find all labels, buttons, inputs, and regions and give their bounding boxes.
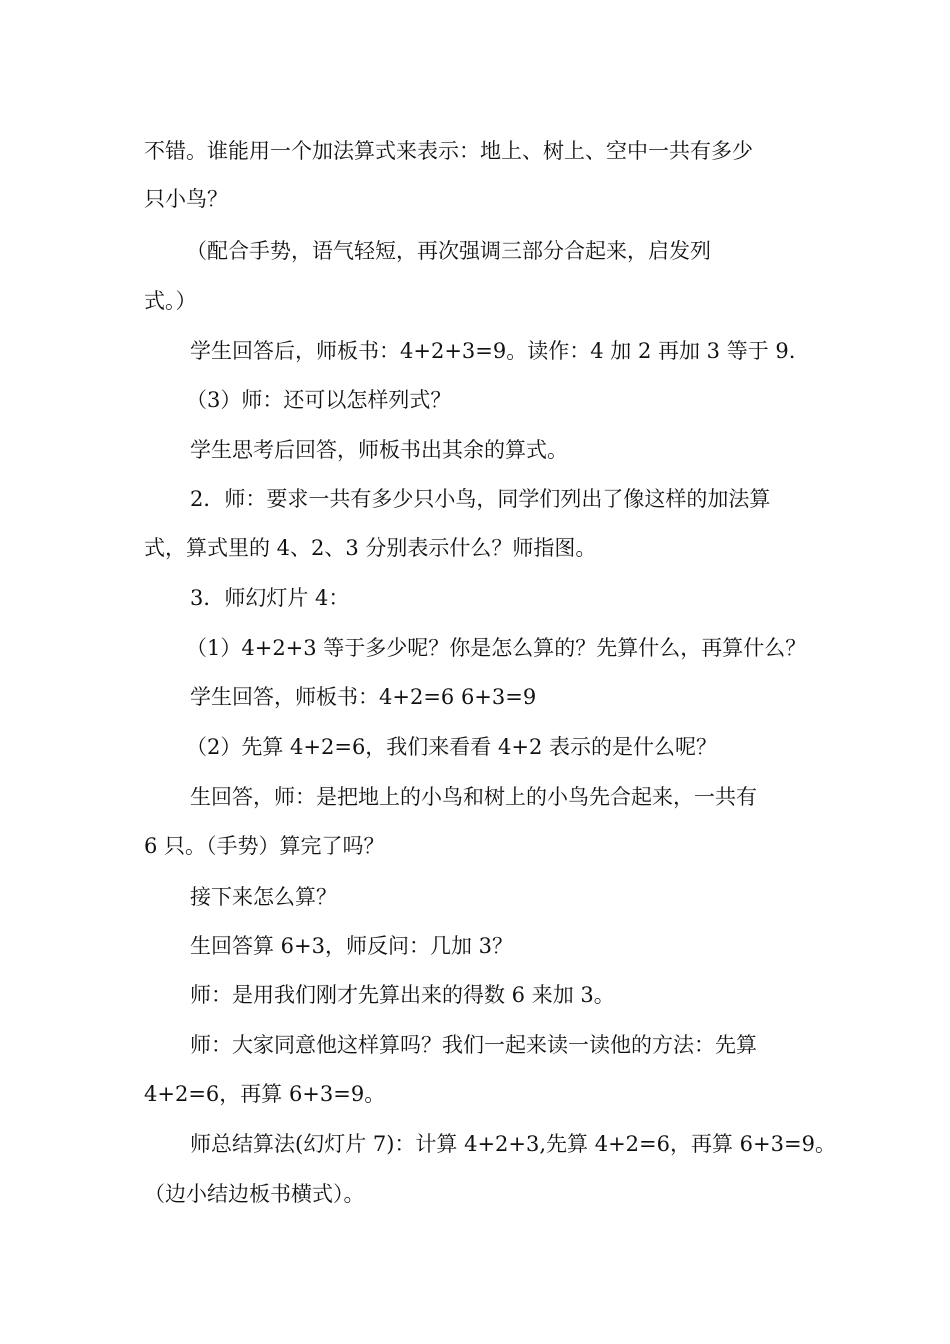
text-line: 式，算式里的 4、2、3 分别表示什么？师指图。 [144, 536, 597, 560]
text-line: 2．师：要求一共有多少只小鸟，同学们列出了像这样的加法算 [190, 487, 771, 511]
text-line: 6 只。（手势）算完了吗？ [144, 834, 385, 858]
text-line: 师总结算法(幻灯片 7)：计算 4+2+3,先算 4+2=6，再算 6+3=9。 [190, 1132, 836, 1156]
text-line: （配合手势，语气轻短，再次强调三部分合起来，启发列 [186, 239, 711, 263]
text-line: （2）先算 4+2=6，我们来看看 4+2 表示的是什么呢？ [186, 735, 717, 759]
text-line: 接下来怎么算？ [190, 885, 337, 909]
text-line: 学生回答，师板书：4+2=6 6+3=9 [190, 685, 537, 709]
text-line: 生回答，师：是把地上的小鸟和树上的小鸟先合起来，一共有 [190, 785, 757, 809]
text-line: （1）4+2+3 等于多少呢？你是怎么算的？先算什么，再算什么？ [186, 636, 807, 660]
text-line: 学生思考后回答，师板书出其余的算式。 [190, 438, 568, 462]
text-line: 式。） [144, 289, 197, 313]
text-line: （边小结边板书横式）。 [144, 1182, 365, 1206]
text-line: 学生回答后，师板书：4+2+3=9。读作：4 加 2 再加 3 等于 9. [190, 339, 796, 363]
text-line: 师：是用我们刚才先算出来的得数 6 来加 3。 [190, 983, 615, 1007]
text-line: （3）师：还可以怎样列式？ [186, 388, 452, 412]
text-line: 3．师幻灯片 4： [190, 586, 350, 610]
text-line: 师：大家同意他这样算吗？我们一起来读一读他的方法：先算 [190, 1033, 757, 1057]
text-line: 只小鸟？ [144, 187, 228, 211]
text-line: 4+2=6，再算 6+3=9。 [144, 1082, 386, 1106]
text-line: 不错。谁能用一个加法算式来表示：地上、树上、空中一共有多少 [144, 139, 753, 163]
text-line: 生回答算 6+3，师反问：几加 3？ [190, 934, 514, 958]
